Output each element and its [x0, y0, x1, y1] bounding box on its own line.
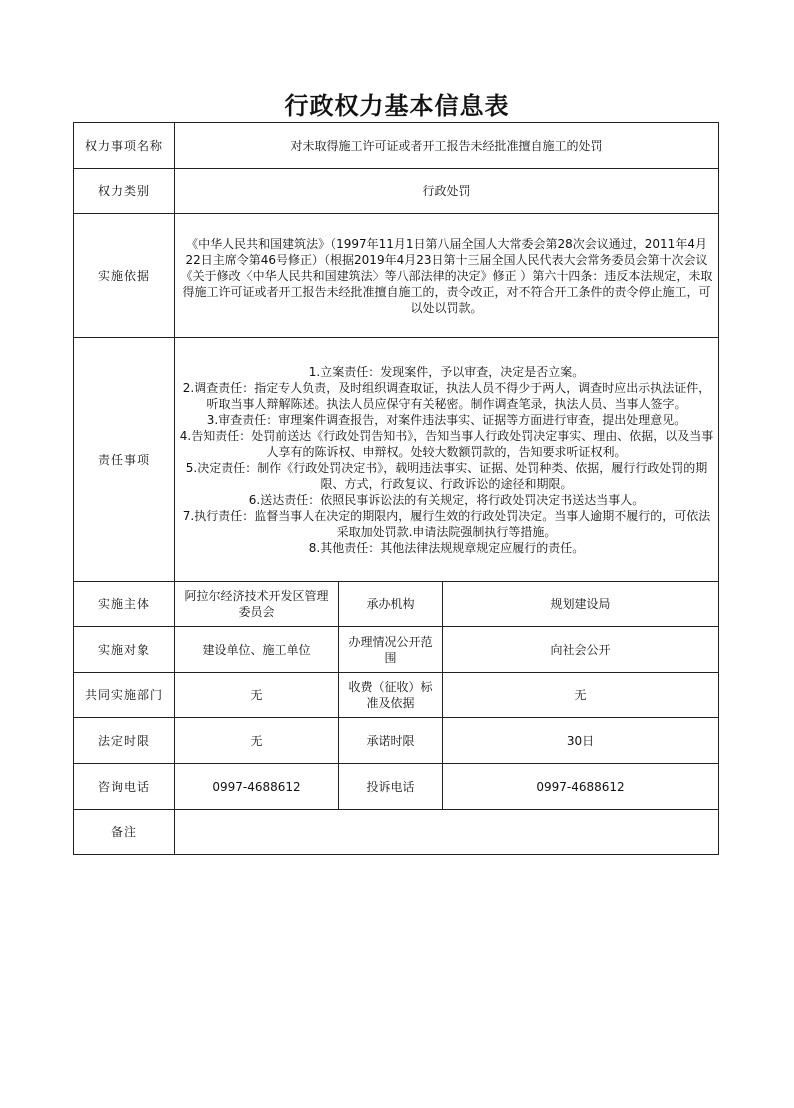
basis-value: 《中华人民共和国建筑法》（1997年11月1日第八届全国人大常委会第28次会议通过，2011年4月22日主席令第46号修正）（根据2019年4月23日第十三届全国人民代表大会常务委员会第十次会议《关于修改〈中华人民共和国建筑法〉等八部法律的决定》修正 ）第六十四条：违反本法规定，未取得施工许可证或者开工报告未经批准擅自施工的，责令改正，对不符合开工条件的责令停止施工，可以处以罚款。 — [175, 214, 719, 338]
target-label: 实施对象 — [74, 627, 175, 673]
info-table — [73, 122, 719, 855]
row-category — [74, 169, 719, 214]
responsibility-list — [175, 338, 719, 582]
remark-label: 备注 — [74, 810, 175, 855]
responsibility-item: 5.决定责任：制作《行政处罚决定书》，载明违法事实、证据、处罚种类、依据，履行行政处罚的期限、方式，行政复议、行政诉讼的途径和期限。 — [185, 460, 708, 491]
page-title: 行政权力基本信息表 — [284, 91, 510, 120]
responsibility-item: 6.送达责任：依照民事诉讼法的有关规定，将行政处罚决定书送达当事人。 — [248, 492, 645, 507]
joint-label: 共同实施部门 — [74, 673, 175, 718]
joint-value: 无 — [175, 673, 339, 718]
row-target — [74, 627, 719, 673]
row-basis — [74, 214, 719, 338]
fee-value: 无 — [443, 673, 719, 718]
disclosure-label: 办理情况公开范围 — [339, 627, 443, 673]
row-responsibility — [74, 338, 719, 582]
category-label: 权力类别 — [74, 169, 175, 214]
responsibility-item: 1.立案责任：发现案件，予以审查，决定是否立案。 — [308, 364, 585, 379]
consult-phone-value: 0997-4688612 — [175, 764, 339, 810]
remark-value — [175, 810, 719, 855]
legal-time-value: 无 — [175, 718, 339, 764]
row-time-limit — [74, 718, 719, 764]
row-remark — [74, 810, 719, 855]
item-name-value: 对未取得施工许可证或者开工报告未经批准擅自施工的处罚 — [175, 123, 719, 169]
item-name-label: 权力事项名称 — [74, 123, 175, 169]
basis-label: 实施依据 — [74, 214, 175, 338]
row-item-name — [74, 123, 719, 169]
disclosure-value: 向社会公开 — [443, 627, 719, 673]
responsibility-label: 责任事项 — [74, 338, 175, 582]
subject-label: 实施主体 — [74, 582, 175, 627]
category-value: 行政处罚 — [175, 169, 719, 214]
row-joint — [74, 673, 719, 718]
complaint-phone-label: 投诉电话 — [339, 764, 443, 810]
promise-time-label: 承诺时限 — [339, 718, 443, 764]
row-subject — [74, 582, 719, 627]
complaint-phone-value: 0997-4688612 — [443, 764, 719, 810]
promise-time-value: 30日 — [443, 718, 719, 764]
responsibility-item: 3.审查责任：审理案件调查报告，对案件违法事实、证据等方面进行审查，提出处理意见。 — [206, 412, 687, 427]
agency-label: 承办机构 — [339, 582, 443, 627]
legal-time-label: 法定时限 — [74, 718, 175, 764]
fee-label: 收费（征收）标准及依据 — [339, 673, 443, 718]
consult-phone-label: 咨询电话 — [74, 764, 175, 810]
target-value: 建设单位、施工单位 — [175, 627, 339, 673]
responsibility-item: 7.执行责任：监督当事人在决定的期限内，履行生效的行政处罚决定。当事人逾期不履行的，可依法采取加处罚款.申请法院强制执行等措施。 — [182, 508, 711, 539]
row-phone — [74, 764, 719, 810]
subject-value: 阿拉尔经济技术开发区管理委员会 — [175, 582, 339, 627]
responsibility-item: 4.告知责任：处罚前送达《行政处罚告知书》，告知当事人行政处罚决定事实、理由、依据，以及当事人享有的陈诉权、申辩权。处较大数额罚款的，告知要求听证权利。 — [179, 428, 714, 459]
responsibility-item: 8.其他责任：其他法律法规规章规定应履行的责任。 — [308, 540, 585, 555]
responsibility-item: 2.调查责任：指定专人负责，及时组织调查取证，执法人员不得少于两人，调查时应出示执法证件，听取当事人辩解陈述。执法人员应保守有关秘密。制作调查笔录，执法人员、当事人签字。 — [182, 380, 711, 411]
agency-value: 规划建设局 — [443, 582, 719, 627]
